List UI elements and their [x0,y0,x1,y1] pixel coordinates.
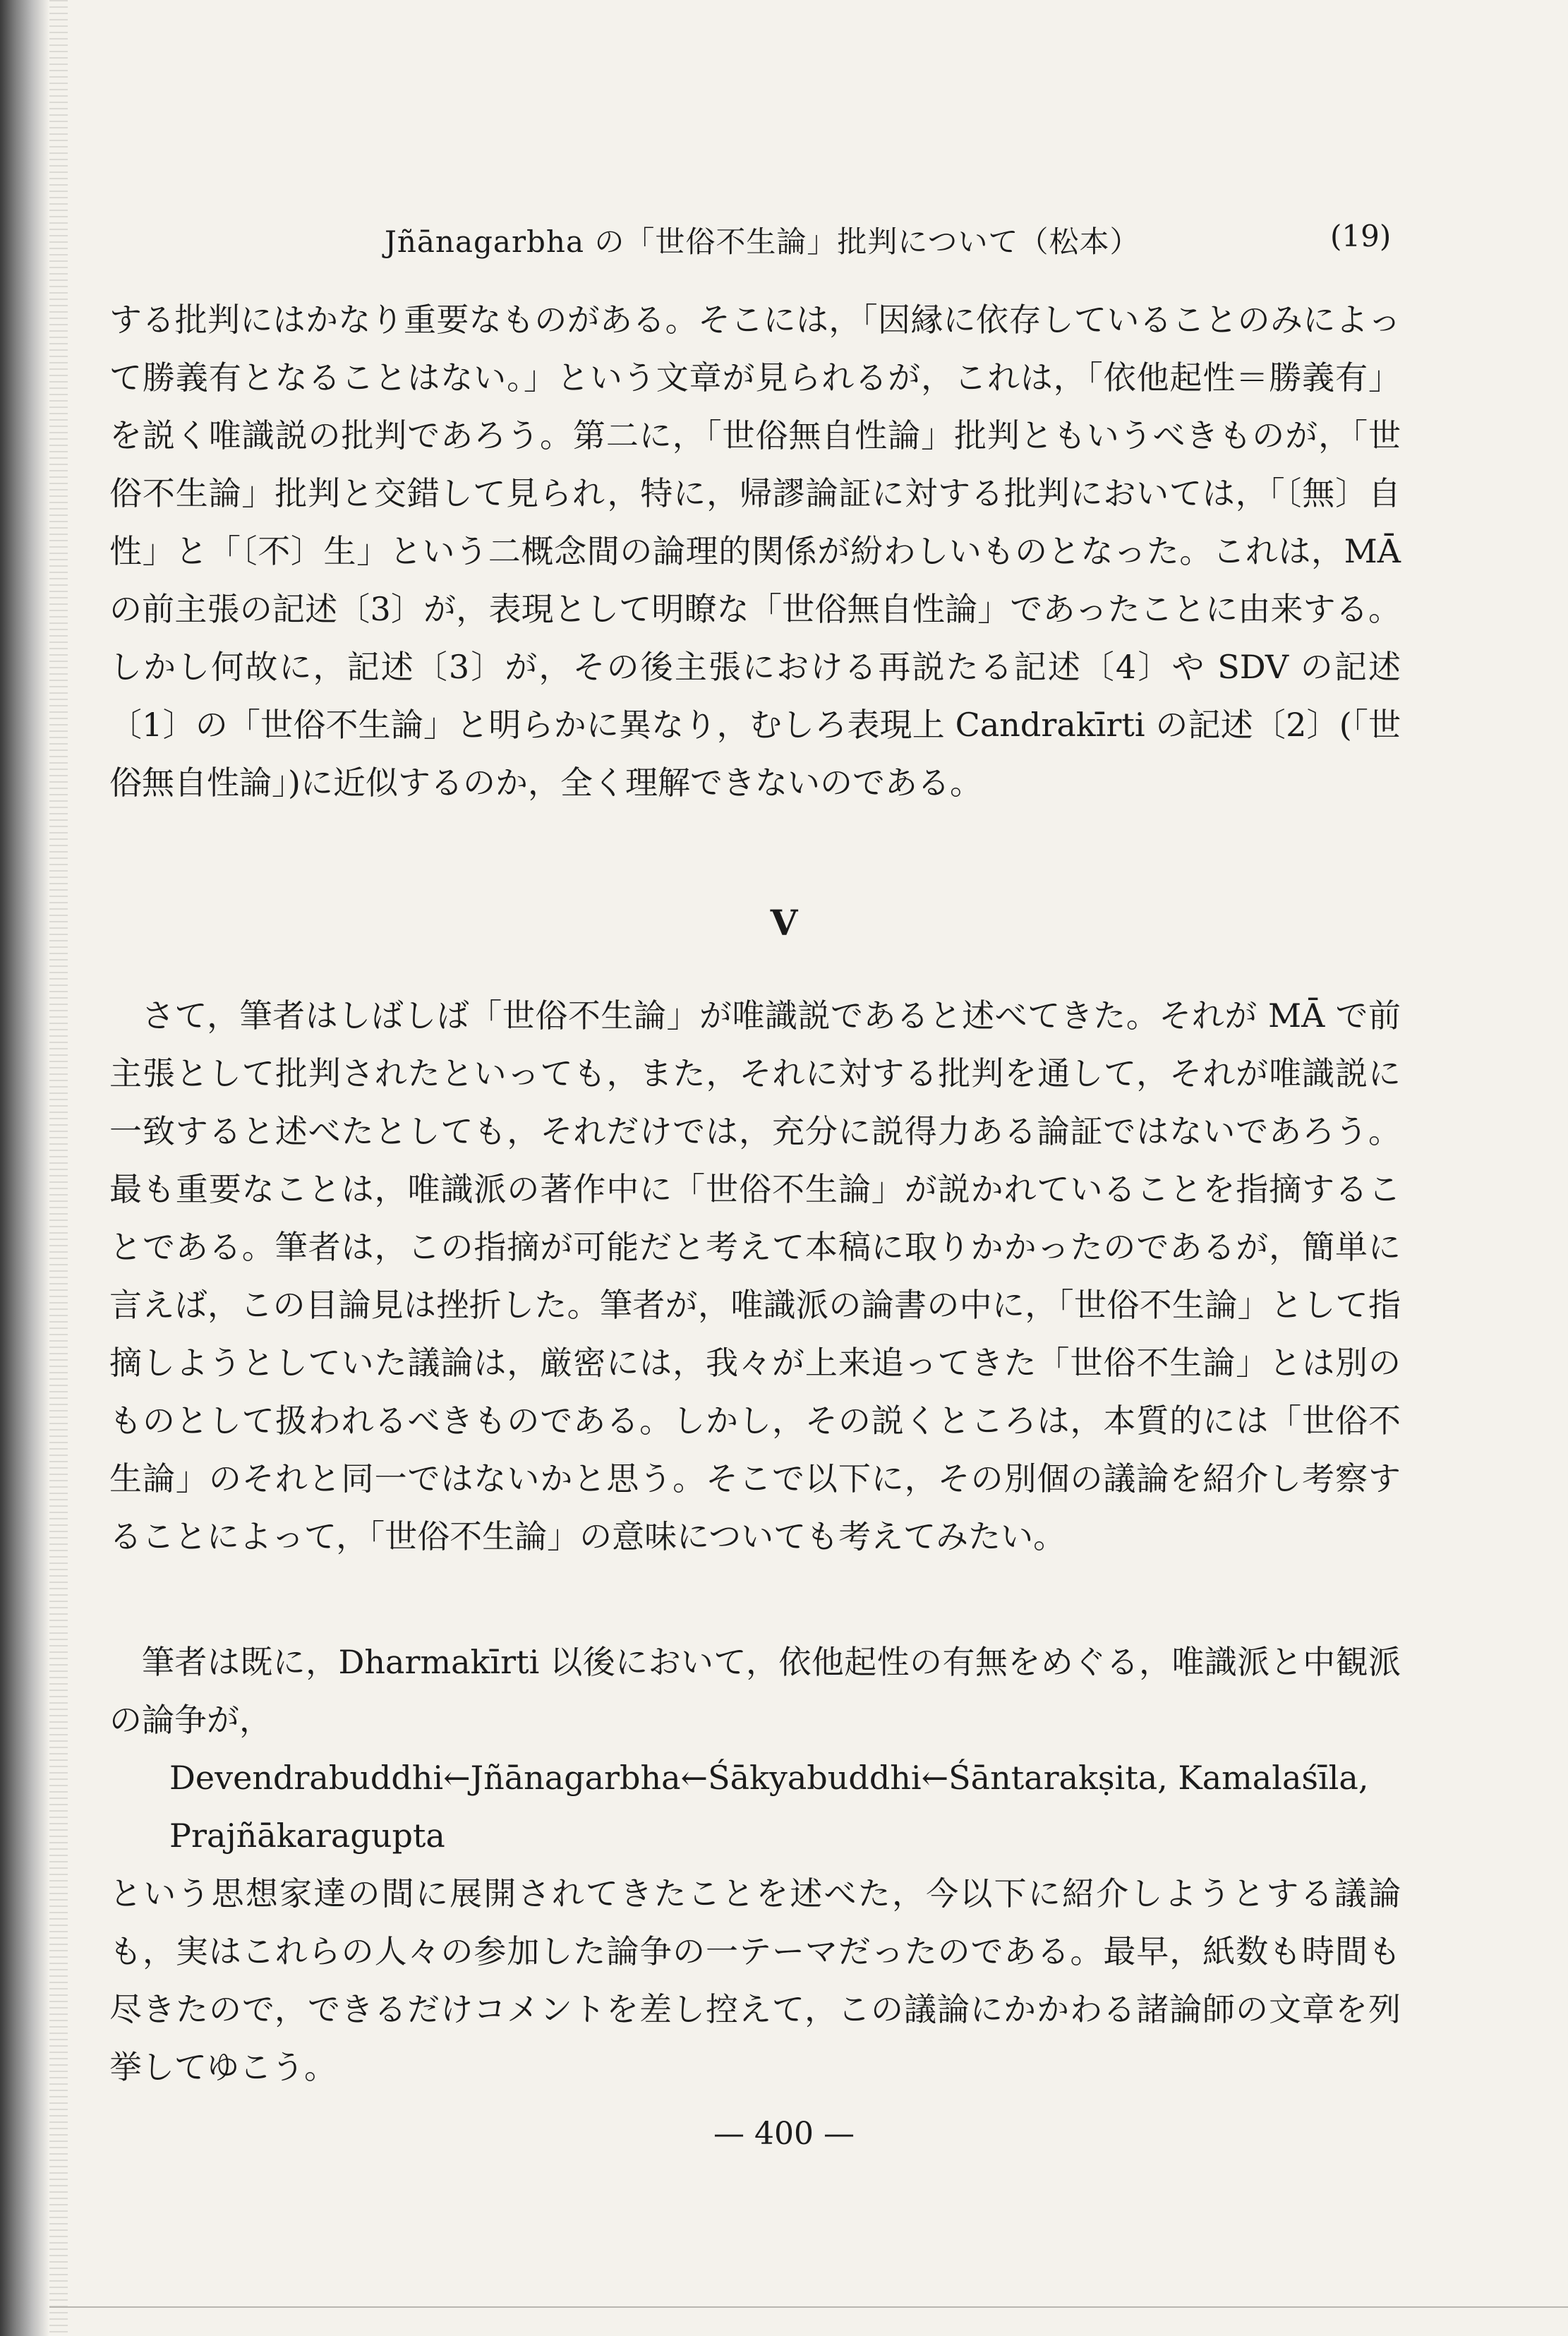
scan-bottom-edge [49,2306,1568,2308]
paragraph-1 [109,291,1401,812]
paragraph-2 [109,987,1401,1565]
book-spine-shadow [0,0,49,2336]
paragraph-3-text: 筆者は既に，Dharmakīrti 以後において，依他起性の有無をめぐる，唯識派と中観派の論争が， [109,1643,1401,1739]
lineage-quote: Devendrabuddhi←Jñānagarbha←Śākyabuddhi←Śāntarakṣita, Kamalaśīla, Prajñākaragupta [169,1759,1369,1855]
header-page-number: (19) [1330,219,1392,253]
paragraph-2-text: さて，筆者はしばしば「世俗不生論」が唯識説であると述べてきた。それが MĀ で前主張として批判されたといっても，また，それに対する批判を通して，それが唯識説に一致すると述べたとしても，それだけでは，充分に説得力ある論証ではないであろう。最も重要なことは，唯識派の著作中に「世俗不生論」が説かれていることを指摘することである。筆者は，この指摘が可能だと考えて本稿に取りかかったのであるが，簡単に言えば，この目論見は挫折した。筆者が，唯識派の論書の中に，「世俗不生論」として指摘しようとしていた議論は，厳密には，我々が上来追ってきた「世俗不生論」とは別のものとして扱われるべきものである。しかし，その説くところは，本質的には「世俗不生論」のそれと同一ではないかと思う。そこで以下に，その別個の議論を紹介し考察することによって，「世俗不生論」の意味についても考えてみたい。 [109,997,1401,1555]
running-header: Jñānagarbha の「世俗不生論」批判について（松本） [385,224,1140,259]
page-footer-number: — 400 — [713,2116,855,2152]
paragraph-3 [109,1633,1401,1749]
paragraph-4 [109,1865,1401,2096]
paragraph-4-text: という思想家達の間に展開されてきたことを述べた，今以下に紹介しようとする議論も，実はこれらの人々の参加した論争の一テーマだったのである。最早，紙数も時間も尽きたので，できるだけコメントを差し控えて，この議論にかかわる諸論師の文章を列挙してゆこう。 [109,1874,1401,2086]
scan-edge-noise [49,0,68,2336]
paragraph-1-text: する批判にはかなり重要なものがある。そこには，「因縁に依存していることのみによって勝義有となることはない。」という文章が見られるが，これは，「依他起性＝勝義有」を説く唯識説の批判であろう。第二に，「世俗無自性論」批判ともいうべきものが，「世俗不生論」批判と交錯して見られ，特に，帰謬論証に対する批判においては，「〔無〕自性」と「〔不〕生」という二概念間の論理的関係が紛わしいものとなった。これは，MĀ の前主張の記述〔3〕が，表現として明瞭な「世俗無自性論」であったことに由来する。しかし何故に，記述〔3〕が，その後主張における再説たる記述〔4〕や SDV の記述〔1〕の「世俗不生論」と明らかに異なり，むしろ表現上 Candrakīrti の記述〔2〕(「世俗無自性論」)に近似するのか，全く理解できないのである。 [109,301,1401,802]
section-heading: V [770,902,798,944]
